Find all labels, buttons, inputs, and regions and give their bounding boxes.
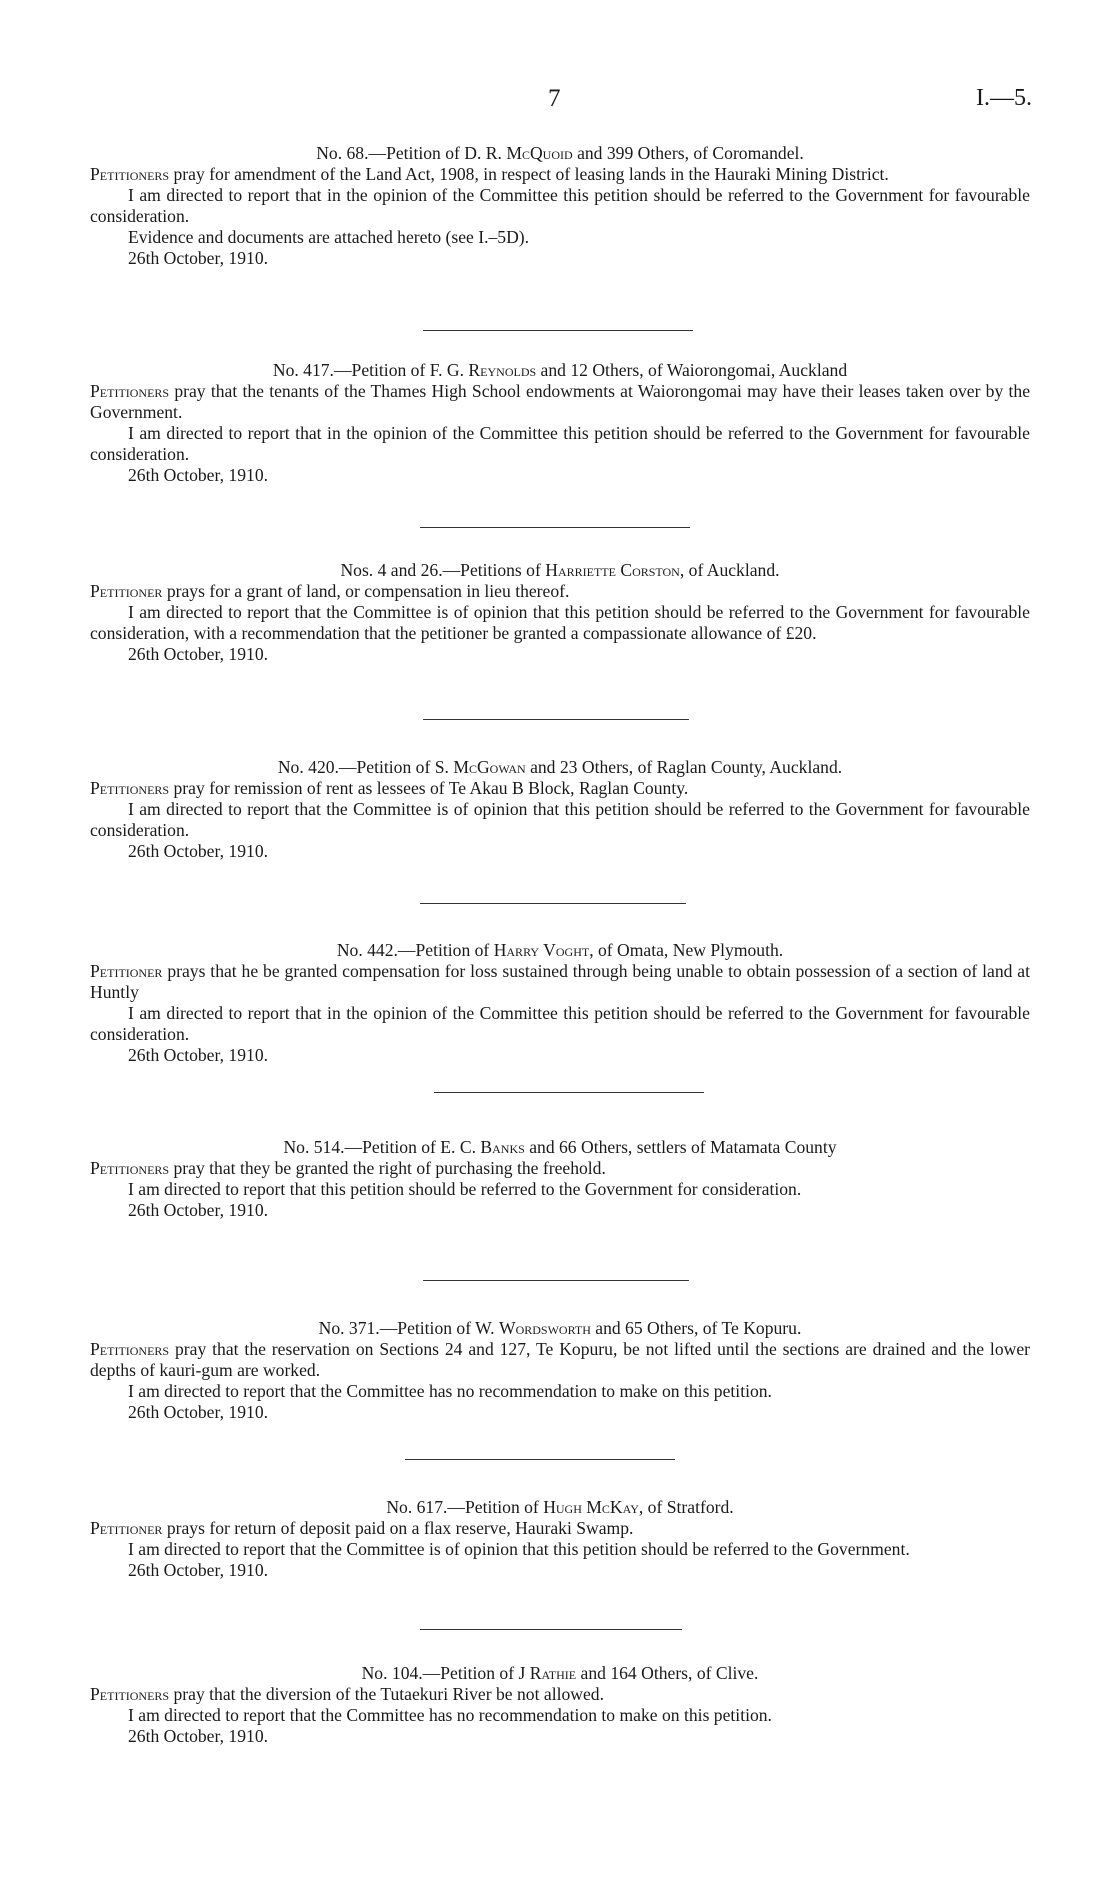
committee-report: I am directed to report that this petition should be referred to the Government for consideration. <box>128 1179 802 1199</box>
report-date: 26th October, 1910. <box>128 1560 269 1580</box>
section-divider <box>420 527 690 528</box>
petition-title: No. 617.—Petition of Hugh McKay, of Stratford. <box>386 1497 734 1517</box>
committee-report: I am directed to report that in the opinion of the Committee this petition should be referred to the Government for favourable consideration. <box>90 185 1030 226</box>
page-number: 7 <box>548 85 561 112</box>
report-date: 26th October, 1910. <box>128 1200 269 1220</box>
petition-prayer: Petitioners pray that the reservation on Sections 24 and 127, Te Kopuru, be not lifted until the sections are drained and the lower depths of kauri-gum are worked. <box>90 1339 1030 1380</box>
report-date: 26th October, 1910. <box>128 1402 269 1422</box>
petition-title: No. 514.—Petition of E. C. Banks and 66 Others, settlers of Matamata County <box>283 1137 837 1157</box>
committee-report: I am directed to report that the Committee has no recommendation to make on this petition. <box>128 1705 772 1725</box>
committee-report: I am directed to report that the Committee is of opinion that this petition should be referred to the Government. <box>128 1539 910 1559</box>
petition-prayer: Petitioners pray that they be granted the right of purchasing the freehold. <box>90 1158 606 1178</box>
section-divider <box>423 330 693 331</box>
petition-prayer: Petitioners pray for remission of rent as lessees of Te Akau B Block, Raglan County. <box>90 778 689 798</box>
section-divider <box>420 1629 682 1630</box>
petition-entry <box>90 360 1030 486</box>
committee-report: I am directed to report that in the opinion of the Committee this petition should be referred to the Government for favourable consideration. <box>90 423 1030 464</box>
section-divider <box>420 903 686 904</box>
petition-prayer: Petitioners pray that the tenants of the Thames High School endowments at Waiorongomai may have their leases taken over by the Government. <box>90 381 1030 422</box>
petition-title: No. 104.—Petition of J Rathie and 164 Others, of Clive. <box>361 1663 759 1683</box>
section-divider <box>423 1280 689 1281</box>
committee-report: I am directed to report that the Committee has no recommendation to make on this petition. <box>128 1381 772 1401</box>
petition-prayer: Petitioners pray for amendment of the Land Act, 1908, in respect of leasing lands in the Hauraki Mining District. <box>90 164 889 184</box>
committee-report: I am directed to report that in the opinion of the Committee this petition should be referred to the Government for favourable consideration. <box>90 1003 1030 1044</box>
petition-entry <box>90 1137 1030 1221</box>
petition-title: No. 442.—Petition of Harry Voght, of Omata, New Plymouth. <box>336 940 784 960</box>
committee-report: I am directed to report that the Committee is of opinion that this petition should be referred to the Government for favourable consideration, with a recommendation that the petitioner be granted a compassionate allowance of £20. <box>90 602 1030 643</box>
petition-title: No. 420.—Petition of S. McGowan and 23 Others, of Raglan County, Auckland. <box>277 757 843 777</box>
report-date: 26th October, 1910. <box>128 465 269 485</box>
petition-title: No. 417.—Petition of F. G. Reynolds and 12 Others, of Waiorongomai, Auckland <box>272 360 848 380</box>
petition-title: No. 371.—Petition of W. Wordsworth and 65 Others, of Te Kopuru. <box>318 1318 802 1338</box>
section-divider <box>405 1459 675 1460</box>
petition-entry <box>90 1318 1030 1423</box>
report-date: 26th October, 1910. <box>128 1726 269 1746</box>
petition-prayer: Petitioners pray that the diversion of the Tutaekuri River be not allowed. <box>90 1684 604 1704</box>
petition-entry <box>90 757 1030 862</box>
section-divider <box>434 1092 704 1093</box>
petition-title: Nos. 4 and 26.—Petitions of Harriette Corston, of Auckland. <box>340 560 780 580</box>
petition-prayer: Petitioner prays for a grant of land, or compensation in lieu thereof. <box>90 581 570 601</box>
report-date: 26th October, 1910. <box>128 1045 269 1065</box>
petition-prayer: Petitioner prays that he be granted compensation for loss sustained through being unable to obtain possession of a section of land at Huntly <box>90 961 1030 1002</box>
petition-entry <box>90 143 1030 269</box>
petition-entry <box>90 560 1030 665</box>
petition-entry <box>90 1663 1030 1747</box>
report-date: 26th October, 1910. <box>128 841 269 861</box>
report-date: 26th October, 1910. <box>128 644 269 664</box>
petition-entry <box>90 940 1030 1066</box>
petition-prayer: Petitioner prays for return of deposit paid on a flax reserve, Hauraki Swamp. <box>90 1518 634 1538</box>
petition-title: No. 68.—Petition of D. R. McQuoid and 399 Others, of Coromandel. <box>316 143 804 163</box>
document-reference: I.—5. <box>976 85 1032 111</box>
report-date: 26th October, 1910. <box>128 248 269 268</box>
evidence-note: Evidence and documents are attached hereto (see I.–5D). <box>128 227 530 247</box>
petition-entry <box>90 1497 1030 1581</box>
committee-report: I am directed to report that the Committee is of opinion that this petition should be referred to the Government for favourable consideration. <box>90 799 1030 840</box>
section-divider <box>423 719 689 720</box>
